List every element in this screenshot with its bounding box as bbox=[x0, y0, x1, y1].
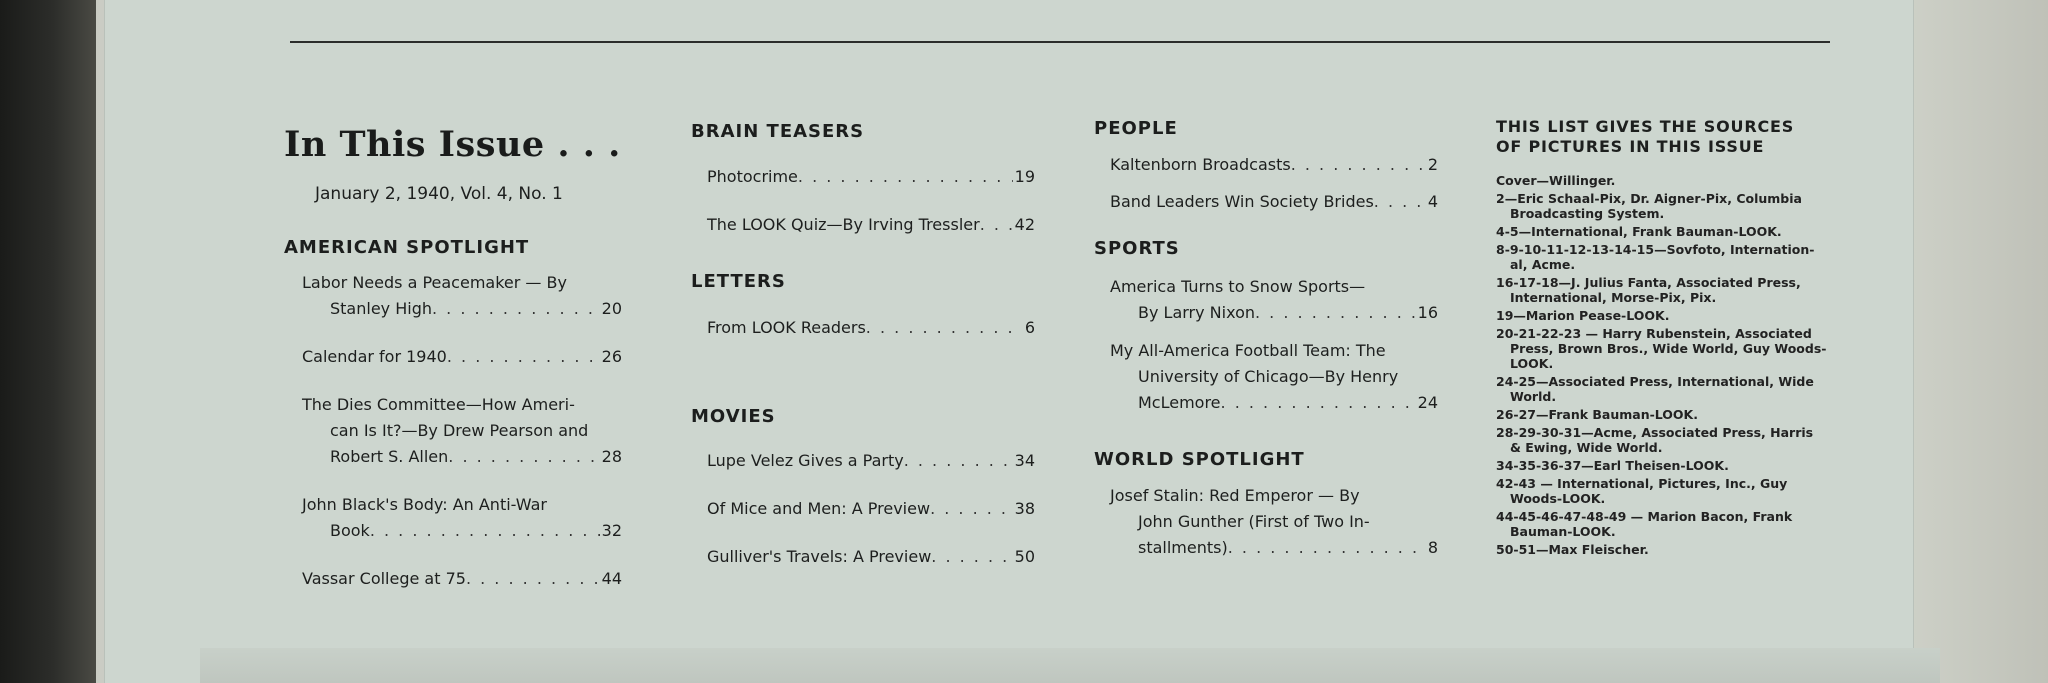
source-line: 26-27—Frank Bauman-LOOK. bbox=[1496, 407, 1698, 422]
column-2 bbox=[691, 121, 1035, 570]
people-list bbox=[1094, 152, 1438, 215]
source-line: 50-51—Max Fleischer. bbox=[1496, 542, 1649, 557]
column-1 bbox=[284, 124, 622, 592]
page-number: 4 bbox=[1427, 192, 1438, 211]
toc-entry-text: Photocrime bbox=[707, 167, 798, 186]
page-number: 42 bbox=[1014, 215, 1035, 234]
source-line: 16-17-18—J. Julius Fanta, Associated Press, bbox=[1496, 275, 1801, 290]
source-item bbox=[1496, 407, 1834, 422]
toc-entry-text: Labor Needs a Peacemaker — By bbox=[302, 273, 567, 292]
issue-date: January 2, 1940, Vol. 4, No. 1 bbox=[315, 184, 563, 204]
source-item bbox=[1496, 224, 1834, 239]
leader-dots bbox=[1228, 535, 1426, 561]
toc-entry-text: Band Leaders Win Society Brides bbox=[1110, 192, 1374, 211]
american-spotlight-list bbox=[284, 270, 622, 592]
toc-entry-text: Of Mice and Men: A Preview bbox=[707, 499, 931, 518]
source-line: 19—Marion Pease-LOOK. bbox=[1496, 308, 1670, 323]
world-spotlight-list bbox=[1094, 483, 1438, 561]
source-line: 4-5—International, Frank Bauman-LOOK. bbox=[1496, 224, 1782, 239]
toc-entry bbox=[707, 315, 1035, 341]
source-line: World. bbox=[1510, 389, 1557, 404]
issue-title: In This Issue . . . bbox=[284, 124, 621, 165]
toc-entry-text: Vassar College at 75 bbox=[302, 569, 466, 588]
source-line: Cover—Willinger. bbox=[1496, 173, 1616, 188]
toc-entry bbox=[302, 392, 622, 470]
page-number: 20 bbox=[601, 299, 622, 318]
toc-entry-text: The Dies Committee—How Ameri- bbox=[302, 395, 575, 414]
leader-dots bbox=[931, 544, 1012, 570]
toc-entry-text: The LOOK Quiz—By Irving Tressler bbox=[707, 215, 980, 234]
source-line: 42-43 — International, Pictures, Inc., Guy bbox=[1496, 476, 1788, 491]
source-line: LOOK. bbox=[1510, 356, 1554, 371]
source-line: Broadcasting System. bbox=[1510, 206, 1665, 221]
source-item bbox=[1496, 308, 1834, 323]
section-letters: LETTERS bbox=[691, 271, 786, 292]
section-people: PEOPLE bbox=[1094, 118, 1178, 139]
top-rule bbox=[290, 41, 1830, 43]
source-item bbox=[1496, 542, 1834, 557]
page-number: 44 bbox=[601, 569, 622, 588]
toc-entry-text: John Gunther (First of Two In- bbox=[1138, 512, 1370, 531]
page-number: 50 bbox=[1014, 547, 1035, 566]
toc-entry-text: stallments) bbox=[1138, 538, 1228, 557]
leader-dots bbox=[980, 212, 1013, 238]
source-line: Woods-LOOK. bbox=[1510, 491, 1606, 506]
leader-dots bbox=[448, 444, 599, 470]
source-item bbox=[1496, 425, 1834, 455]
leader-dots bbox=[930, 496, 1013, 522]
toc-entry bbox=[1110, 152, 1438, 178]
section-sports: SPORTS bbox=[1094, 238, 1180, 259]
source-item bbox=[1496, 476, 1834, 506]
page-number: 8 bbox=[1427, 538, 1438, 557]
toc-entry-text: Robert S. Allen bbox=[330, 447, 449, 466]
source-line: 44-45-46-47-48-49 — Marion Bacon, Frank bbox=[1496, 509, 1793, 524]
source-item bbox=[1496, 275, 1834, 305]
toc-entry-text: John Black's Body: An Anti-War bbox=[302, 495, 547, 514]
section-world-spotlight: WORLD SPOTLIGHT bbox=[1094, 449, 1305, 470]
page-number: 2 bbox=[1427, 155, 1438, 174]
toc-entry bbox=[302, 270, 622, 322]
page-number: 24 bbox=[1417, 393, 1438, 412]
toc-entry-text: From LOOK Readers bbox=[707, 318, 866, 337]
source-item bbox=[1496, 458, 1834, 473]
source-line: 24-25—Associated Press, International, Wide bbox=[1496, 374, 1814, 389]
sports-list bbox=[1094, 274, 1438, 416]
source-line: al, Acme. bbox=[1510, 257, 1576, 272]
toc-entry-text: Josef Stalin: Red Emperor — By bbox=[1110, 486, 1360, 505]
page-number: 19 bbox=[1014, 167, 1035, 186]
page-number: 38 bbox=[1014, 499, 1035, 518]
source-line: 8-9-10-11-12-13-14-15—Sovfoto, Internation- bbox=[1496, 242, 1815, 257]
source-item bbox=[1496, 173, 1834, 188]
toc-entry bbox=[302, 344, 622, 370]
column-4-picture-sources bbox=[1496, 117, 1834, 557]
source-item bbox=[1496, 191, 1834, 221]
leader-dots bbox=[904, 448, 1013, 474]
source-line: 34-35-36-37—Earl Theisen-LOOK. bbox=[1496, 458, 1729, 473]
sources-list bbox=[1496, 173, 1834, 557]
toc-entry bbox=[1110, 274, 1438, 326]
section-american-spotlight: AMERICAN SPOTLIGHT bbox=[284, 237, 530, 258]
source-line: & Ewing, Wide World. bbox=[1510, 440, 1663, 455]
section-movies: MOVIES bbox=[691, 406, 776, 427]
toc-entry-text: Kaltenborn Broadcasts bbox=[1110, 155, 1291, 174]
leader-dots bbox=[370, 518, 600, 544]
column-3 bbox=[1094, 118, 1438, 561]
toc-entry bbox=[707, 496, 1035, 522]
toc-entry-text: By Larry Nixon bbox=[1138, 303, 1255, 322]
section-brain-teasers: BRAIN TEASERS bbox=[691, 121, 865, 142]
source-line: Press, Brown Bros., Wide World, Guy Woods- bbox=[1510, 341, 1827, 356]
sources-heading-line-2: OF PICTURES IN THIS ISSUE bbox=[1496, 137, 1765, 156]
brain-teasers-list bbox=[691, 164, 1035, 238]
toc-entry bbox=[302, 566, 622, 592]
source-line: International, Morse-Pix, Pix. bbox=[1510, 290, 1717, 305]
toc-entry-text: Lupe Velez Gives a Party bbox=[707, 451, 904, 470]
toc-entry bbox=[302, 492, 622, 544]
toc-entry-text: Book bbox=[330, 521, 370, 540]
source-item bbox=[1496, 374, 1834, 404]
page-number: 6 bbox=[1024, 318, 1035, 337]
sources-heading-line-1: THIS LIST GIVES THE SOURCES bbox=[1496, 117, 1795, 136]
leader-dots bbox=[1291, 152, 1426, 178]
toc-entry-text: University of Chicago—By Henry bbox=[1138, 367, 1399, 386]
leader-dots bbox=[1221, 390, 1416, 416]
toc-entry bbox=[707, 544, 1035, 570]
source-line: 28-29-30-31—Acme, Associated Press, Harris bbox=[1496, 425, 1814, 440]
source-item bbox=[1496, 509, 1834, 539]
toc-entry-text: Stanley High bbox=[330, 299, 432, 318]
toc-entry-text: America Turns to Snow Sports— bbox=[1110, 277, 1366, 296]
toc-entry bbox=[1110, 189, 1438, 215]
leader-dots bbox=[1374, 189, 1426, 215]
toc-entry bbox=[707, 212, 1035, 238]
toc-entry-text: My All-America Football Team: The bbox=[1110, 341, 1386, 360]
leader-dots bbox=[1255, 300, 1416, 326]
toc-entry bbox=[1110, 483, 1438, 561]
leader-dots bbox=[447, 344, 600, 370]
leader-dots bbox=[798, 164, 1013, 190]
toc-entry bbox=[1110, 338, 1438, 416]
source-item bbox=[1496, 326, 1834, 371]
letters-list bbox=[691, 315, 1035, 341]
page-number: 32 bbox=[601, 521, 622, 540]
source-item bbox=[1496, 242, 1834, 272]
source-line: 2—Eric Schaal-Pix, Dr. Aigner-Pix, Columbia bbox=[1496, 191, 1802, 206]
page-number: 16 bbox=[1417, 303, 1438, 322]
movies-list bbox=[691, 448, 1035, 570]
toc-entry bbox=[707, 448, 1035, 474]
leader-dots bbox=[432, 296, 600, 322]
source-line: 20-21-22-23 — Harry Rubenstein, Associated bbox=[1496, 326, 1812, 341]
page-number: 34 bbox=[1014, 451, 1035, 470]
toc-entry-text: can Is It?—By Drew Pearson and bbox=[330, 421, 589, 440]
toc-entry bbox=[707, 164, 1035, 190]
leader-dots bbox=[466, 566, 600, 592]
page-number: 28 bbox=[601, 447, 622, 466]
leader-dots bbox=[866, 315, 1023, 341]
toc-entry-text: Calendar for 1940 bbox=[302, 347, 447, 366]
toc-entry-text: McLemore bbox=[1138, 393, 1221, 412]
page-number: 26 bbox=[601, 347, 622, 366]
source-line: Bauman-LOOK. bbox=[1510, 524, 1616, 539]
bottom-band bbox=[200, 648, 1940, 683]
toc-entry-text: Gulliver's Travels: A Preview bbox=[707, 547, 932, 566]
binding-edge bbox=[0, 0, 96, 683]
